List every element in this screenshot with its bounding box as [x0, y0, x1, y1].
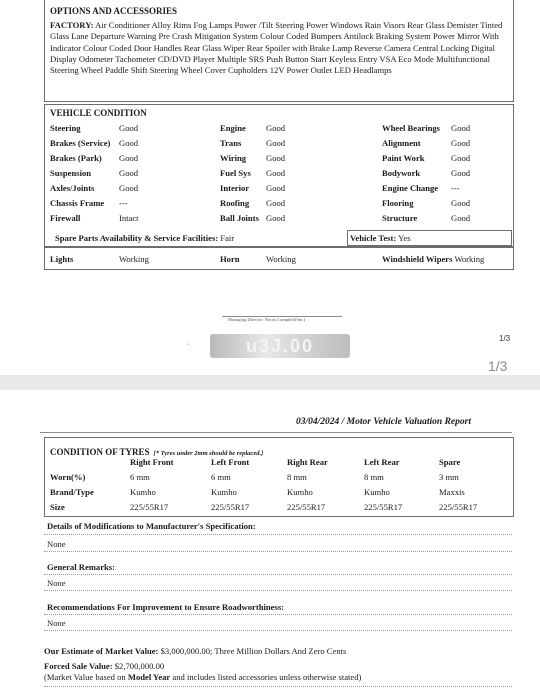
condition-value: Good [451, 138, 471, 148]
vehicle-condition-title: VEHICLE CONDITION [50, 108, 147, 118]
header-rule [40, 432, 512, 433]
condition-value: --- [451, 183, 460, 193]
report-header: 03/04/2024 / Motor Vehicle Valuation Report [296, 417, 471, 427]
page-separator [0, 375, 540, 390]
spare-parts-value: Fair [220, 233, 235, 243]
vehicle-test-value: Yes [398, 233, 411, 243]
signature-mark: , [188, 340, 190, 346]
tyre-cell: 225/55R17 [439, 502, 478, 512]
condition-value: Good [451, 168, 471, 178]
condition-label: Bodywork [382, 168, 421, 178]
market-value-line [44, 646, 346, 656]
condition-label: Steering [50, 123, 81, 133]
modifications-rule [44, 534, 512, 535]
signature-caption: Managing Director: Norris Campbell(Snr.) [228, 317, 305, 322]
lights-value: Working [119, 254, 149, 264]
wipers-value: Working [454, 254, 485, 264]
condition-label: Structure [382, 213, 418, 223]
condition-label: Fuel Sys [220, 168, 251, 178]
tyre-cell: Kumho [287, 487, 313, 497]
tyres-title: CONDITION OF TYRES [50, 447, 150, 457]
recommendations-value: None [47, 618, 66, 628]
tyre-cell: 225/55R17 [130, 502, 169, 512]
condition-label: Brakes (Park) [50, 153, 102, 163]
condition-value: Good [266, 198, 286, 208]
tyre-cell: Kumho [130, 487, 156, 497]
tyre-column-header: Left Rear [364, 457, 400, 467]
condition-label: Flooring [382, 198, 414, 208]
tyre-cell: 6 mm [130, 472, 150, 482]
basis-bold: Model Year [127, 672, 171, 682]
tyre-row-label: Worn(%) [50, 472, 86, 482]
condition-label: Firewall [50, 213, 81, 223]
report-page-2 [0, 390, 540, 696]
tyre-column-header: Spare [439, 457, 461, 467]
condition-value: Good [266, 138, 286, 148]
tyre-row-label: Brand/Type [50, 487, 94, 497]
spare-parts-line [55, 233, 234, 243]
tyre-cell: 225/55R17 [211, 502, 250, 512]
condition-label: Trans [220, 138, 242, 148]
condition-label: Alignment [382, 138, 421, 148]
condition-label: Axles/Joints [50, 183, 95, 193]
condition-value: Good [451, 213, 471, 223]
options-title: OPTIONS AND ACCESSORIES [50, 6, 178, 16]
basis-suffix: and includes listed accessories unless otherwise stated) [170, 672, 362, 682]
condition-label: Chassis Frame [50, 198, 105, 208]
condition-label: Interior [220, 183, 250, 193]
condition-value: Good [451, 123, 471, 133]
tyre-cell: 225/55R17 [364, 502, 403, 512]
tyre-column-header: Right Front [130, 457, 174, 467]
vehicle-test-line [350, 233, 411, 243]
forced-sale-line [44, 661, 164, 671]
vehicle-test-label: Vehicle Test: [350, 233, 397, 243]
recommendations-rule-bottom [44, 630, 512, 631]
remarks-rule-bottom [44, 590, 512, 591]
spare-parts-label: Spare Parts Availability & Service Facilities: [55, 233, 219, 243]
condition-value: Good [119, 123, 139, 133]
tyre-cell: Kumho [211, 487, 237, 497]
tyre-cell: 8 mm [364, 472, 384, 482]
tyre-cell: 3 mm [439, 472, 459, 482]
recommendations-rule [44, 614, 512, 615]
condition-label: Ball Joints [220, 213, 259, 223]
condition-value: Good [119, 183, 139, 193]
forced-sale-label: Forced Sale Value: [44, 661, 113, 671]
condition-value: Good [119, 168, 139, 178]
lights-label: Lights [50, 254, 74, 264]
modifications-rule-bottom [44, 551, 512, 552]
condition-value: Good [266, 153, 286, 163]
factory-accessories-list [50, 20, 510, 76]
remarks-value: None [47, 578, 66, 588]
modifications-title: Details of Modifications to Manufacturer's Specification: [47, 521, 256, 531]
factory-items: Air Conditioner Alloy Rims Fog Lamps Power /Tilt Steering Power Windows Rain Visors Rear Glass Demister Tinted Glass Lane Departure Warning Pre Crash Mitigation System Colour Coded Bumpers Antilock Braking System Power Mirror With Indicator Colour Coded Door Handles Rear Glass Wiper Rear Spoiler with Brake Lamp Reverse Camera Central Locking Digital Display Odometer Tachometer CD/DVD Player Multiple SRS Push Button Start Keyless Entry VSA Eco Mode Multifunctional Steering Wheel Paddle Shift Steering Wheel Cover Cupholders 12V Power Outlet LED Headlamps [50, 20, 503, 76]
market-value: $3,000,000.00; Three Million Dollars And Zero Cents [160, 646, 347, 656]
condition-value: Good [451, 153, 471, 163]
condition-value: Good [119, 138, 139, 148]
factory-label: FACTORY: [50, 20, 94, 30]
condition-label: Wheel Bearings [382, 123, 441, 133]
tyre-column-header: Left Front [211, 457, 250, 467]
condition-label: Engine Change [382, 183, 439, 193]
condition-label: Engine [220, 123, 246, 133]
tyre-cell: 225/55R17 [287, 502, 326, 512]
tyre-cell: Maxxis [439, 487, 465, 497]
modifications-value: None [47, 539, 66, 549]
page-number: 1/3 [499, 334, 511, 343]
condition-value: Good [119, 153, 139, 163]
condition-value: Good [266, 168, 286, 178]
basis-prefix: (Market Value based on [44, 672, 128, 682]
condition-value: --- [119, 198, 128, 208]
remarks-title: General Remarks: [47, 562, 116, 572]
viewer-page-indicator: 1/3 [488, 358, 508, 374]
remarks-rule [44, 574, 512, 575]
condition-label: Brakes (Service) [50, 138, 111, 148]
valuation-rule [44, 686, 512, 687]
condition-label: Roofing [220, 198, 250, 208]
horn-value: Working [266, 254, 296, 264]
condition-value: Good [266, 123, 286, 133]
tyre-cell: 8 mm [287, 472, 307, 482]
wipers-label: Windshield Wipers [382, 254, 453, 264]
condition-value: Good [266, 183, 286, 193]
recommendations-title: Recommendations For Improvement to Ensure Roadworthiness: [47, 602, 285, 612]
market-value-label: Our Estimate of Market Value: [44, 646, 159, 656]
tyre-cell: Kumho [364, 487, 390, 497]
tyre-column-header: Right Rear [287, 457, 328, 467]
watermark-stamp: u3J.00 [210, 334, 350, 358]
condition-value: Good [266, 213, 286, 223]
tyre-cell: 6 mm [211, 472, 231, 482]
condition-label: Paint Work [382, 153, 425, 163]
wipers-line [382, 254, 484, 264]
valuation-basis-note [44, 672, 361, 682]
horn-label: Horn [220, 254, 240, 264]
condition-label: Suspension [50, 168, 92, 178]
tyres-note: [* Tyres under 2mm should be replaced.] [153, 450, 264, 457]
condition-value: Good [451, 198, 471, 208]
condition-label: Wiring [220, 153, 247, 163]
tyre-row-label: Size [50, 502, 65, 512]
condition-value: Intact [119, 213, 139, 223]
forced-sale-value: $2,700,000.00 [114, 661, 165, 671]
